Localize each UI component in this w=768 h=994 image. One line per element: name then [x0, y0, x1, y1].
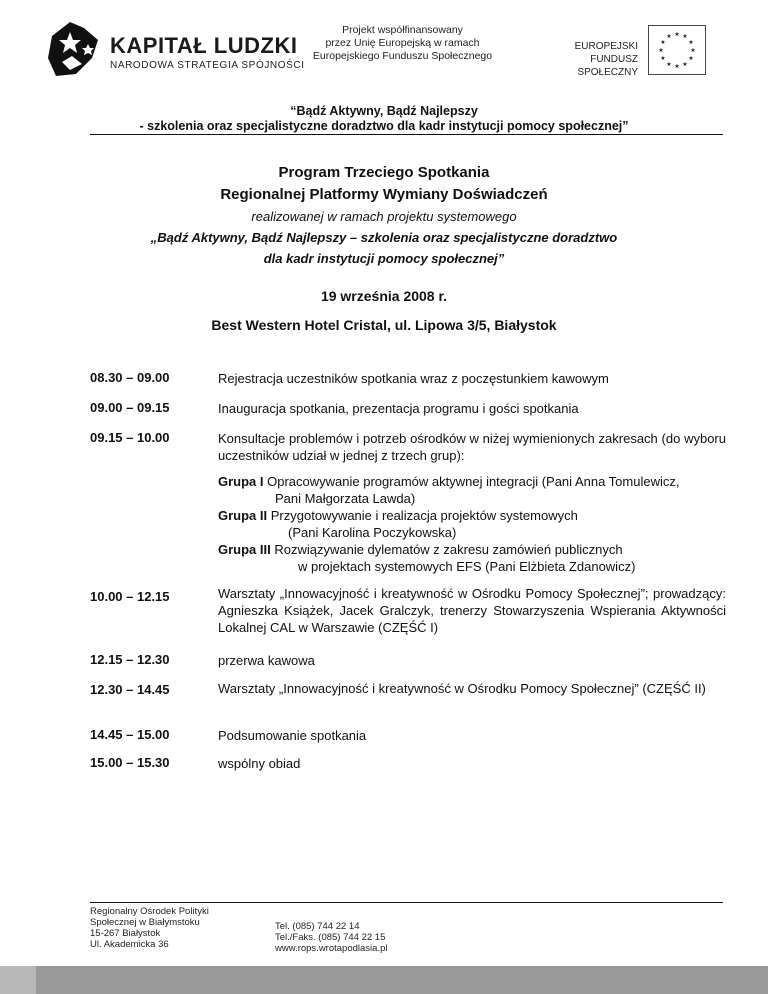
svg-text:★: ★ [682, 33, 688, 40]
footer-line: Tel./Faks. (085) 744 22 15 [275, 932, 386, 943]
project-motto [90, 104, 678, 134]
footer-line: 15-267 Białystok [90, 928, 161, 939]
schedule-desc: przerwa kawowa [218, 653, 315, 668]
schedule-desc: Warsztaty „Innowacyjność i kreatywność w Ośrodku Pomocy Społecznej”; prowadzący: Agnieszka Książek, Jacek Gralczyk, trenerzy Stowarzyszenia Wspierania Aktywności Lokalnej CAL w Warszawie (CZĘŚĆ I) [218, 586, 726, 635]
schedule-time: 12.15 – 12.30 [90, 652, 170, 667]
svg-text:★: ★ [674, 63, 680, 70]
svg-text:★: ★ [658, 47, 664, 54]
schedule-time: 08.30 – 09.00 [90, 370, 170, 385]
header-divider [90, 134, 723, 135]
schedule-desc: Konsultacje problemów i potrzeb ośrodków w niżej wymienionych zakresach (do wyboru uczestników udział w jednej z trzech grup): [218, 431, 726, 463]
svg-text:★: ★ [666, 61, 672, 68]
svg-text:★: ★ [660, 55, 666, 62]
schedule-time: 14.45 – 15.00 [90, 727, 170, 742]
schedule-desc: Podsumowanie spotkania [218, 728, 367, 743]
svg-text:★: ★ [688, 55, 694, 62]
kl-title: KAPITAŁ LUDZKI [110, 33, 298, 58]
schedule-time: 15.00 – 15.30 [90, 755, 170, 770]
footer-line: Regionalny Ośrodek Polityki [90, 906, 209, 917]
program-title: Program Trzeciego Spotkania [278, 164, 490, 181]
motto-line: “Bądź Aktywny, Bądź Najlepszy [290, 104, 478, 118]
group-topic: Rozwiązywanie dylematów z zakresu zamówień publicznych [274, 542, 623, 557]
svg-text:★: ★ [690, 47, 696, 54]
svg-text:★: ★ [674, 31, 680, 38]
eu-flag-icon [648, 25, 706, 75]
group-leader: w projektach systemowych EFS (Pani Elżbieta Zdanowicz) [298, 559, 636, 574]
schedule-time: 12.30 – 14.45 [90, 682, 170, 697]
project-name-line2: dla kadr instytucji pomocy społecznej” [263, 251, 505, 266]
efs-line: EUROPEJSKI [574, 41, 638, 52]
project-cofinance-text [300, 24, 505, 63]
group-leader: Pani Małgorzata Lawda) [275, 491, 416, 506]
footer-divider [90, 902, 723, 903]
program-subtitle: Regionalnej Platformy Wymiany Doświadczeń [220, 186, 548, 203]
kapital-ludzki-logo-icon [40, 18, 110, 80]
efs-label [528, 40, 638, 79]
svg-text:★: ★ [666, 33, 672, 40]
program-context: realizowanej w ramach projektu systemowego [251, 209, 517, 224]
footer-line: Ul. Akademicka 36 [90, 939, 169, 950]
efs-line: FUNDUSZ SPOŁECZNY [577, 54, 638, 78]
project-line: Europejskiego Funduszu Społecznego [312, 50, 493, 62]
footer-line: www.rops.wrotapodlasia.pl [275, 943, 388, 954]
svg-text:★: ★ [688, 39, 694, 46]
svg-text:★: ★ [660, 39, 666, 46]
group-leader: (Pani Karolina Poczykowska) [288, 525, 457, 540]
schedule-time: 09.15 – 10.00 [90, 430, 170, 445]
page-bottom-bar [0, 966, 768, 994]
group-item [218, 473, 726, 507]
motto-line: - szkolenia oraz specjalistyczne doradztwo dla kadr instytucji pomocy społecznej” [139, 119, 629, 133]
group-topic: Przygotowywanie i realizacja projektów systemowych [270, 508, 578, 523]
group-item [218, 507, 726, 541]
group-label: Grupa II [218, 508, 268, 523]
group-label: Grupa I [218, 474, 264, 489]
schedule-time: 09.00 – 09.15 [90, 400, 170, 415]
project-line: Projekt współfinansowany [342, 24, 463, 36]
schedule-desc: Warsztaty „Innowacyjność i kreatywność w Ośrodku Pomocy Społecznej” (CZĘŚĆ II) [218, 681, 706, 696]
kl-subtitle: NARODOWA STRATEGIA SPÓJNOŚCI [110, 60, 305, 71]
group-item [218, 541, 726, 575]
event-venue: Best Western Hotel Cristal, ul. Lipowa 3/5, Białystok [211, 317, 557, 333]
svg-text:★: ★ [682, 61, 688, 68]
project-name-line1: „Bądź Aktywny, Bądź Najlepszy – szkolenia oraz specjalistyczne doradztwo [150, 230, 618, 245]
schedule-desc: wspólny obiad [218, 756, 301, 771]
group-label: Grupa III [218, 542, 271, 557]
footer-address [90, 906, 209, 950]
footer-line: Społecznej w Białymstoku [90, 917, 200, 928]
schedule-desc: Rejestracja uczestników spotkania wraz z poczęstunkiem kawowym [218, 371, 609, 386]
project-line: przez Unię Europejską w ramach [325, 37, 480, 49]
event-date: 19 września 2008 r. [320, 288, 448, 304]
footer-contact [275, 921, 387, 954]
schedule-time: 10.00 – 12.15 [90, 589, 170, 604]
schedule-desc: Inauguracja spotkania, prezentacja programu i gości spotkania [218, 401, 579, 416]
footer-line: Tel. (085) 744 22 14 [275, 921, 360, 932]
group-topic: Opracowywanie programów aktywnej integracji (Pani Anna Tomulewicz, [267, 474, 680, 489]
